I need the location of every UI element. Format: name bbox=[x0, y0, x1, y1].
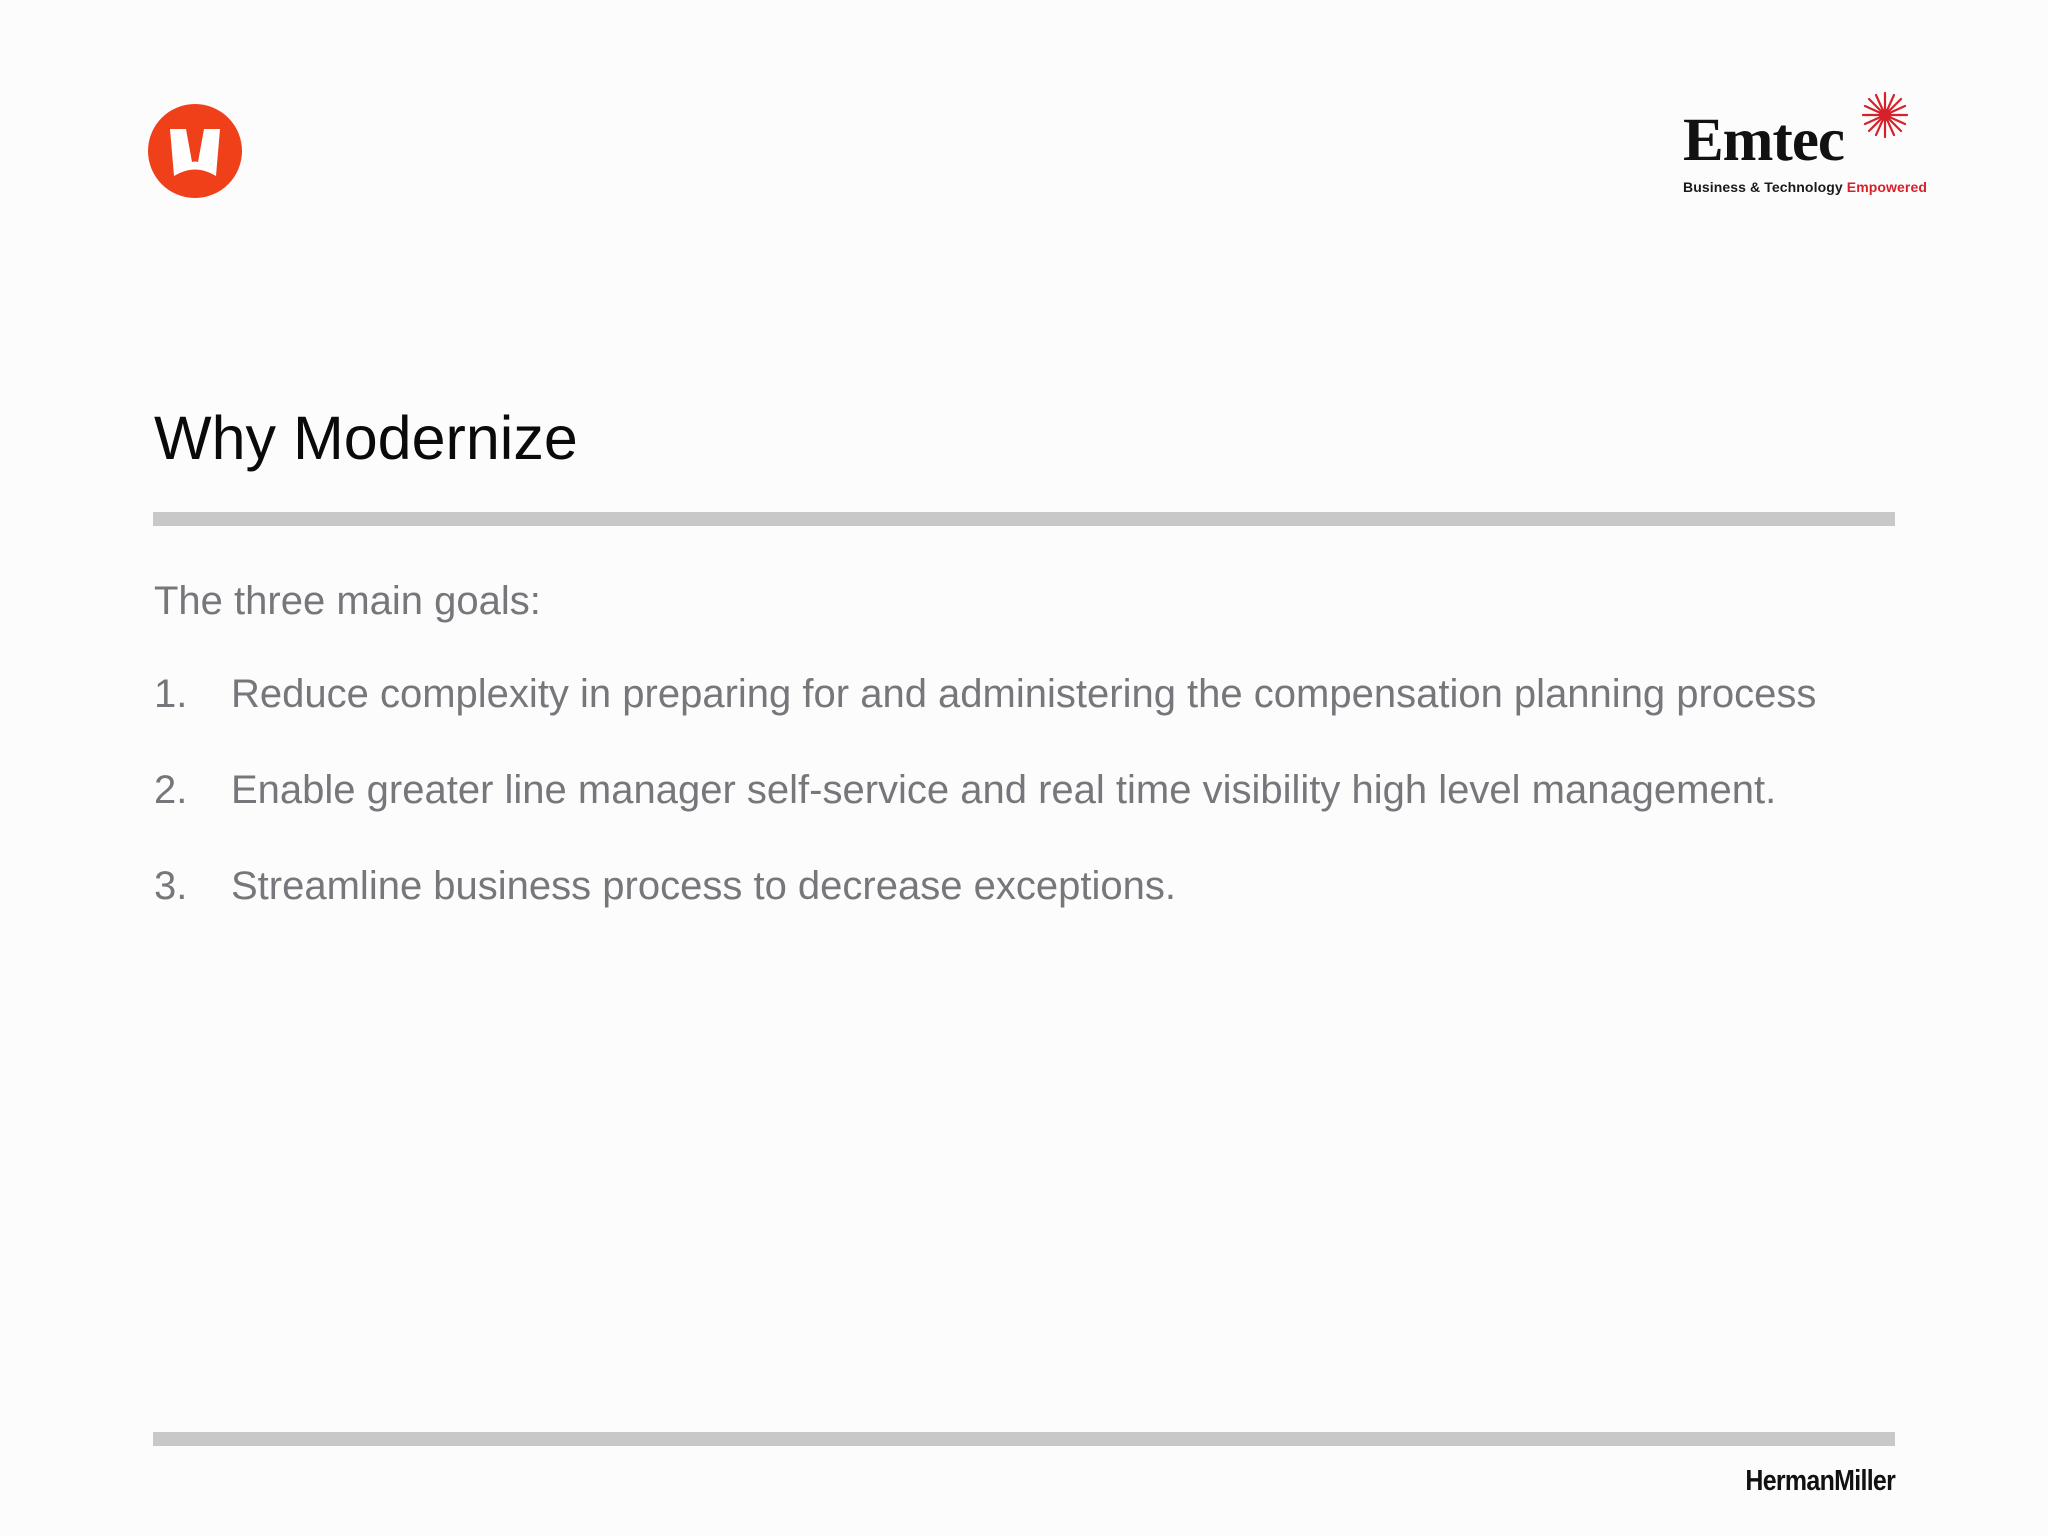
emtec-tagline bbox=[1683, 180, 1927, 194]
footer-divider bbox=[153, 1432, 1895, 1446]
list-item-number: 3. bbox=[154, 864, 188, 908]
intro-text: The three main goals: bbox=[154, 579, 541, 623]
herman-miller-logo-icon bbox=[148, 104, 242, 198]
emtec-wordmark: Emtec bbox=[1683, 107, 1844, 174]
list-item-text: Reduce complexity in preparing for and administering the compensation planning process bbox=[231, 672, 1817, 716]
emtec-logo bbox=[1680, 88, 1940, 200]
list-item-text: Streamline business process to decrease exceptions. bbox=[231, 864, 1176, 908]
list-item bbox=[154, 764, 1854, 816]
herman-miller-wordmark: HermanMiller bbox=[1745, 1465, 1895, 1497]
goals-list bbox=[154, 668, 1854, 956]
starburst-icon bbox=[1860, 90, 1910, 140]
list-item-number: 1. bbox=[154, 672, 188, 716]
list-item bbox=[154, 668, 1854, 720]
list-item-text: Enable greater line manager self-service and real time visibility high level management. bbox=[231, 768, 1777, 812]
list-item-number: 2. bbox=[154, 768, 188, 812]
emtec-tagline-main: Business & Technology bbox=[1683, 179, 1847, 195]
title-divider bbox=[153, 512, 1895, 526]
slide-title: Why Modernize bbox=[154, 404, 578, 472]
emtec-tagline-accent: Empowered bbox=[1846, 179, 1928, 195]
list-item bbox=[154, 860, 1854, 912]
